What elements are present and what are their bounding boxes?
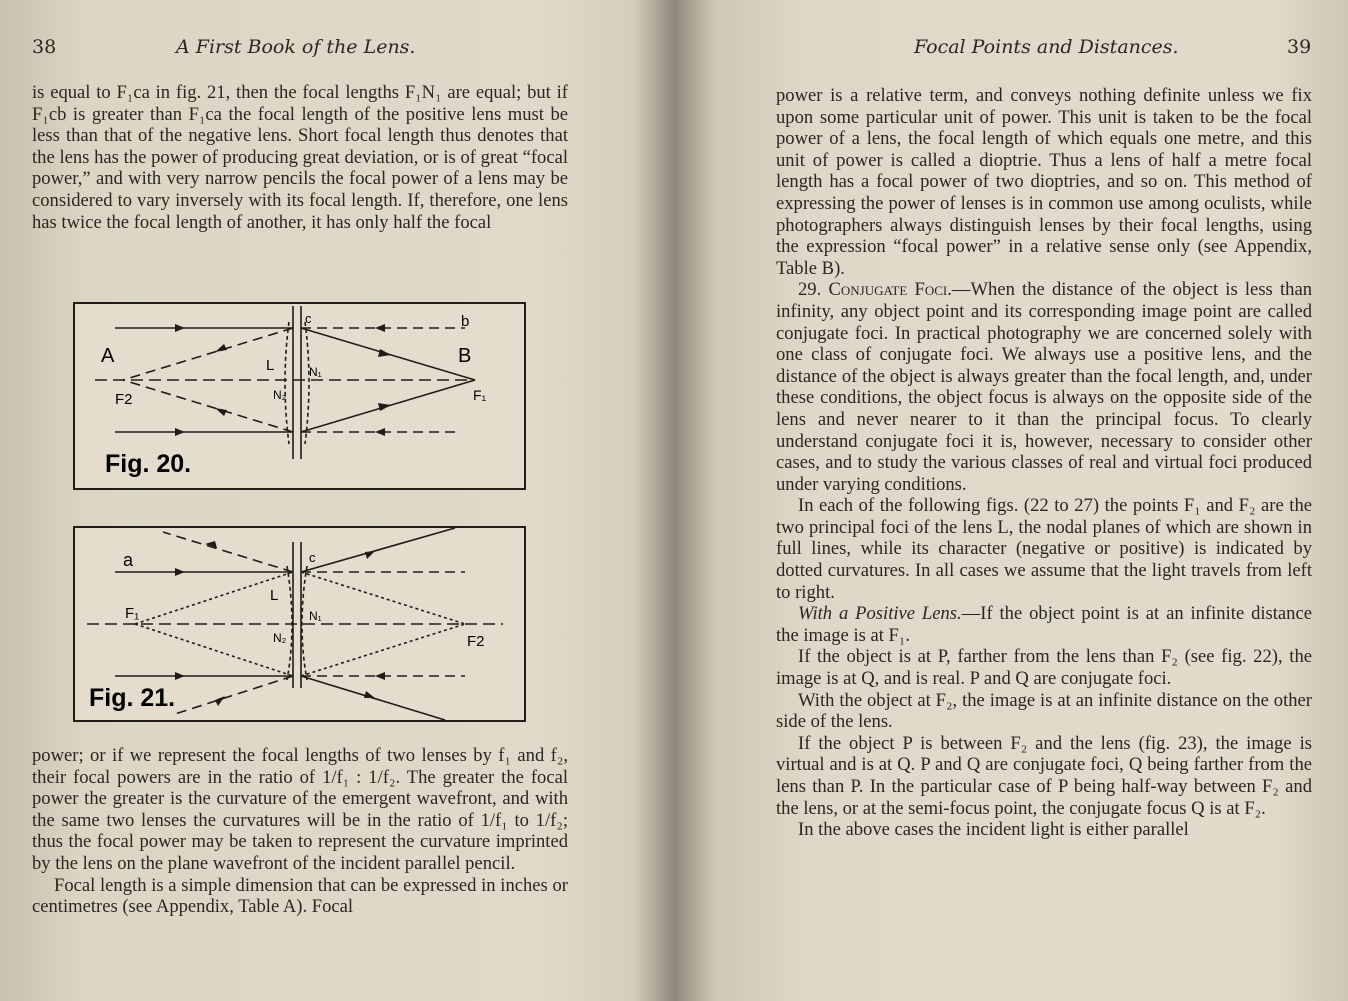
running-head-left: A First Book of the Lens. [176,36,416,58]
fig21-label-a: a [123,550,134,570]
right-paragraph-5: If the object is at P, farther from the lens than F₂ (see fig. 22), the image is at Q, and is real. P and Q are conjugate foci. [776,646,1312,690]
fig20-label-b: b [461,313,470,330]
right-paragraph-6: With the object at F₂, the image is at an infinite distance on the other side of the lens. [776,689,1312,733]
subsection-heading: With a Positive Lens. [798,603,962,625]
right-paragraph-7: If the object P is between F₂ and the lens (fig. 23), the image is virtual and is at Q. P and Q are conjugate foci, Q being farther from the lens than P. In the particular case of P being half-way between F₂ and the lens, or at the semi-focus point, the conjugate focus Q is at F₂. [776,732,1312,819]
section-heading: Conjugate Foci. [828,279,952,301]
left-paragraph-2: power; or if we represent the focal lengths of two lenses by f₁ and f₂, their focal powers are in the ratio of 1/f₁ : 1/f₂. The greater the focal power the greater is the curvature of the emergent wavefront, and with the same two lenses the curvatures will be in the ratio of 1/f₁ to 1/f₂; thus the focal power may be taken to represent the curvature imprinted by the lens on the plane wavefront of the incident parallel pencil. [32,745,568,874]
fig20-label-c: c [305,311,312,326]
fig20-label-N1: N₁ [309,365,322,379]
left-top-text [32,82,568,233]
section-text: —When the distance of the object is less than infinity, any object point and its corresponding image point are called conjugate foci. In practical photography we are concerned solely with one class of conjugate foci. We always use a positive lens, and the distance of the object is always greater than the focal length, and, under these conditions, the object focus is always on the opposite side of the lens and never nearer to it than the principal focus. To clearly understand conjugate foci it is, however, necessary to consider other cases, and to study the various classes of real and virtual foci produced under varying conditions. [776,279,1312,495]
fig20-label-B: B [458,345,472,367]
figure-20-diagram [75,304,524,488]
fig20-caption: Fig. 20. [105,450,192,478]
right-paragraph-2 [776,279,1312,495]
fig20-label-N2: N₂ [273,388,287,402]
fig20-label-F1: F₁ [473,387,487,403]
figure-21 [73,526,526,722]
fig21-label-N1: N₁ [309,609,322,623]
right-paragraph-1: power is a relative term, and conveys nothing definite unless we fix upon some particular unit of power. This unit is taken to be the focal power of a lens, the focal length of which equals one metre, and this unit of power is called a dioptrie. Thus a lens of half a metre focal length has a focal power of two dioptries, and so on. This method of expressing the power of lenses is in common use among oculists, while photographers always distinguish lenses by their focal lengths, using the expression “focal power” in a relative sense only (see Appendix, Table B). [776,85,1312,279]
page-number-left: 38 [32,36,57,58]
fig20-label-F2: F2 [115,391,133,408]
right-paragraph-8: In the above cases the incident light is either parallel [798,819,1189,841]
fig21-label-F1: F₁ [125,605,140,622]
left-bottom-text [32,745,568,918]
right-paragraph-3: In each of the following figs. (22 to 27) the points F₁ and F₂ are the two principal foci of the lens L, the nodal planes of which are shown in full lines, while its character (negative or positive) is indicated by dotted curvatures. In all cases we assume that the light travels from left to right. [776,495,1312,603]
left-paragraph-1: is equal to F₁ca in fig. 21, then the focal lengths F₁N₁ are equal; but if F₁cb is greater than F₁ca the focal length of the positive lens must be less than that of the negative lens. Short focal length thus denotes that the lens has the power of producing great deviation, or is of great “focal power,” and with very narrow pencils the focal power of a lens may be considered to vary inversely with its focal length. If, therefore, one lens has twice the focal length of another, it has only half the focal [32,82,568,233]
section-number: 29. [798,279,822,301]
fig21-label-F2: F2 [467,633,485,650]
figure-21-diagram [75,528,524,720]
fig21-caption: Fig. 21. [89,684,176,712]
fig20-label-L: L [266,357,275,374]
fig21-label-N2: N₂ [273,631,287,645]
right-text [776,85,1312,841]
fig21-label-L: L [270,587,279,604]
left-paragraph-3: Focal length is a simple dimension that can be expressed in inches or centimetres (see Appendix, Table A). Focal [32,874,568,918]
fig20-label-A: A [101,345,115,367]
fig21-label-c: c [309,550,316,565]
right-page [674,0,1348,1001]
figure-20 [73,302,526,490]
running-head-right: Focal Points and Distances. [914,36,1179,58]
right-paragraph-4 [776,603,1312,646]
page-number-right: 39 [1287,36,1312,58]
subsection-text: —If the object point is at an infinite distance the image is at F₁. [776,603,1312,646]
